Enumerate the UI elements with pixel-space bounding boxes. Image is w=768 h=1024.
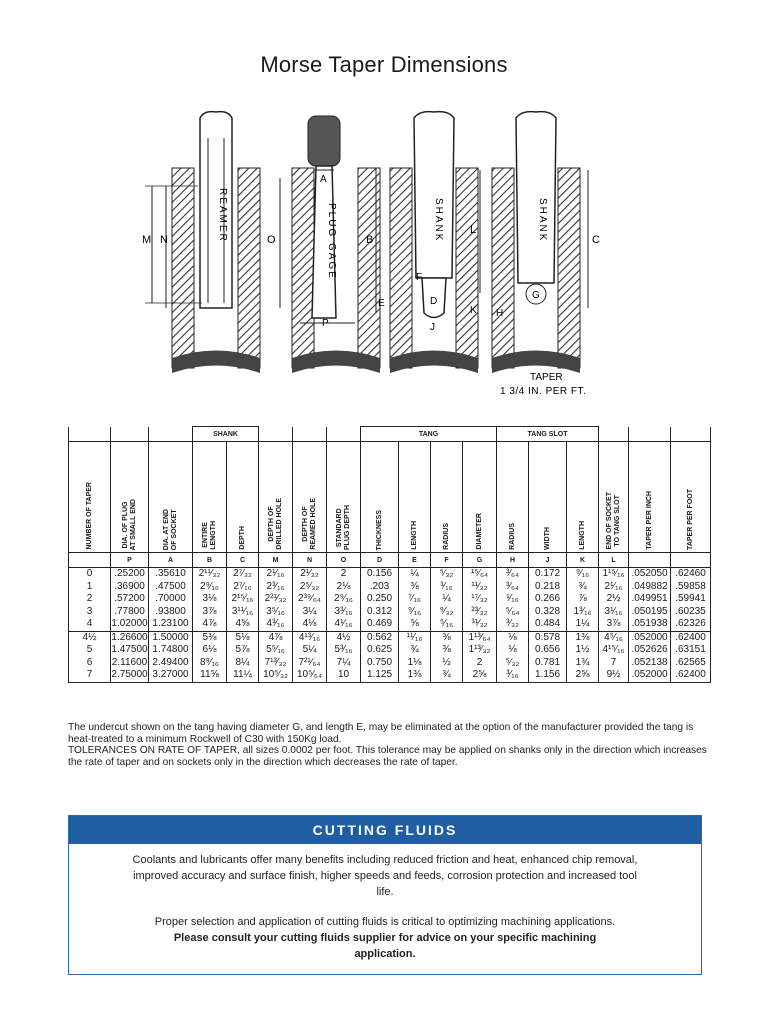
letter-cell: G	[463, 553, 497, 568]
fluids-paragraph-2	[69, 914, 701, 962]
cell-g: 1¹³⁄₆₄ 1¹³⁄₃₂ 2 2⅝	[463, 631, 497, 682]
letter-cell: K	[567, 553, 599, 568]
cell-e: ¹¹⁄₁₆ ¾ 1⅛ 1⅜	[399, 631, 431, 682]
cell-tpi: .052000 .052626 .052138 .052000	[629, 631, 671, 682]
cell-g: ¹⁵⁄₆₄ ¹¹⁄₃₂ ¹⁷⁄₃₂ ²³⁄₃₂ ³¹⁄₃₂	[463, 568, 497, 632]
label-shank-1: SHANK	[433, 198, 444, 243]
header-tpf: TAPER PER FOOT	[671, 442, 711, 553]
label-a: A	[320, 174, 327, 185]
letter-cell: M	[259, 553, 293, 568]
label-e: E	[378, 298, 385, 309]
label-g: G	[532, 290, 540, 301]
cell-j: 0.578 0.656 0.781 1.156	[529, 631, 567, 682]
letter-cell: N	[293, 553, 327, 568]
page-title: Morse Taper Dimensions	[260, 52, 508, 77]
cell-o: 4½ 5³⁄₁₆ 7¼ 10	[327, 631, 361, 682]
label-n: N	[160, 234, 168, 246]
cell-f: ⅜ ⅜ ½ ¾	[431, 631, 463, 682]
cutting-fluids-box	[68, 815, 702, 975]
cell-p: .25200 .36900 .57200 .77800 1.02000	[111, 568, 148, 629]
dimensions-table-wrapper	[68, 426, 706, 683]
cell-tpf: .62400 .63151 .62565 .62400	[671, 631, 711, 682]
cutting-fluids-body	[69, 844, 701, 962]
label-h: H	[496, 308, 504, 319]
header-g: DIAMETER	[463, 442, 497, 553]
cell-h: ³⁄₆₄ ³⁄₆₄ ¹⁄₁₆ ⁵⁄₆₄ ³⁄₃₂	[497, 568, 529, 632]
label-shank-2: SHANK	[537, 198, 548, 243]
letter-cell: P	[111, 553, 149, 568]
label-b: B	[366, 234, 374, 246]
header-b: ENTIRE LENGTH	[193, 442, 227, 553]
cell-d: 0.156 .203 0.250 0.312 0.469	[361, 568, 399, 632]
label-k: K	[470, 305, 477, 316]
notes-section	[68, 722, 708, 768]
header-m: DEPTH OF DRILLED HOLE	[259, 442, 293, 553]
label-p: P	[322, 318, 329, 329]
cell-n: 2¹⁄₃₂ 2⁵⁄₃₂ 2³⁹⁄₆₄ 3¼ 4⅛	[293, 568, 327, 632]
cell-h: ⅛ ⅛ ⁵⁄₃₂ ³⁄₁₆	[497, 631, 529, 682]
reamer-figure	[142, 112, 260, 373]
cell-n: 4¹³⁄₁₆ 5¼ 7²¹⁄₆₄ 10⁵⁄₆₄	[293, 631, 327, 682]
tang-figure	[366, 112, 478, 373]
cell-c: 5⅛ 5⅞ 8¼ 11¼	[227, 631, 259, 682]
header-n: DEPTH OF REAMED HOLE	[293, 442, 327, 553]
group-shank: SHANK	[193, 427, 259, 442]
label-m: M	[142, 234, 152, 246]
letter-cell: L	[599, 553, 629, 568]
header-f: RADIUS	[431, 442, 463, 553]
label-j: J	[430, 322, 435, 333]
label-f: F	[416, 272, 423, 283]
header-h: RADIUS	[497, 442, 529, 553]
header-d: THICKNESS	[361, 442, 399, 553]
data-group-2	[69, 631, 711, 682]
fluids-paragraph-1	[69, 852, 701, 900]
header-c: DEPTH	[227, 442, 259, 553]
label-taper: TAPER	[530, 372, 563, 383]
group-tang: TANG	[361, 427, 497, 442]
letter-cell: D	[361, 553, 399, 568]
header-a: DIA. AT END OF SOCKET	[149, 442, 193, 553]
cell-a: .35610 .47500 .70000 .93800 1.23100	[149, 568, 193, 632]
letter-cell: A	[149, 553, 193, 568]
cell-d: 0.562 0.625 0.750 1.125	[361, 631, 399, 682]
cell-l: 1¹⁵⁄₁₆ 2¹⁄₁₆ 2½ 3¹⁄₁₆ 3⅞	[599, 568, 629, 632]
header-o: STANDARD PLUG DEPTH	[327, 442, 361, 553]
label-l: L	[470, 224, 477, 236]
note-undercut: The undercut shown on the tang having diameter G, and length E, may be eliminated at the option of the manufacturer provided the tang is heat-treated to a minimum Rockwell of C30 with 150Kg load.	[68, 722, 694, 745]
label-reamer: REAMER	[217, 188, 228, 243]
header-num: NUMBER OF TAPER	[69, 442, 111, 553]
letter-cell: H	[497, 553, 529, 568]
label-taper-rate: 1 3/4 IN. PER FT.	[500, 386, 587, 397]
fluids-para2-text: Proper selection and application of cutting fluids is critical to optimizing machining applications.	[154, 916, 616, 928]
cell-m: 2¹⁄₁₆ 2³⁄₁₆ 2²¹⁄₃₂ 3⁵⁄₁₆ 4³⁄₁₆	[259, 568, 293, 632]
cell-num: 4½ 5 6 7	[69, 631, 111, 682]
letter-cell: O	[327, 553, 361, 568]
fluids-para1-text: Coolants and lubricants offer many benefits including reduced friction and heat, enhanced chip removal, improved accuracy and surface finish, higher speeds and feeds, corrosion protection and increased tool life.	[132, 854, 638, 898]
label-d: D	[430, 296, 438, 307]
cell-p: 1.26600 1.47500 2.11600 2.75000	[111, 631, 148, 680]
group-tang-slot: TANG SLOT	[497, 427, 599, 442]
letter-cell: C	[227, 553, 259, 568]
tang-slot-figure	[470, 112, 600, 397]
letter-cell: J	[529, 553, 567, 568]
label-o: O	[267, 234, 276, 246]
cell-b: 5⅜ 6⅛ 8⁹⁄₁₆ 11⅝	[193, 631, 227, 682]
header-tpi: TAPER PER INCH	[629, 442, 671, 553]
cutting-fluids-heading: CUTTING FLUIDS	[69, 816, 701, 844]
cell-k: 1⅜ 1½ 1¾ 2⅝	[567, 631, 599, 682]
header-j: WIDTH	[529, 442, 567, 553]
cell-c: 2⁷⁄₃₂ 2⁷⁄₁₆ 2¹⁵⁄₁₆ 3¹¹⁄₁₆ 4⅝	[227, 568, 259, 632]
letter-row	[69, 553, 711, 568]
cell-j: 0.172 0.218 0.266 0.328 0.484	[529, 568, 567, 632]
note-tolerances: TOLERANCES ON RATE OF TAPER, all sizes 0.0002 per foot. This tolerance may be applied on shanks only in the direction which increases the rate of taper and on sockets only in the direction which decreases the rate of taper.	[68, 745, 707, 768]
cell-tpi: .052050 .049882 .049951 .050195 .051938	[629, 568, 671, 632]
cell-e: ¼ ⅜ ⁷⁄₁₆ ⁹⁄₁₆ ⅝	[399, 568, 431, 632]
letter-cell: E	[399, 553, 431, 568]
data-group-1	[69, 568, 711, 632]
label-plug-gage: PLUG GAGE	[326, 203, 337, 280]
cell-m: 4⅞ 5⁵⁄₁₆ 7¹³⁄₃₂ 10⁵⁄₃₂	[259, 631, 293, 682]
dimensions-table	[68, 426, 711, 683]
header-p: DIA. OF PLUG AT SMALL END	[111, 442, 149, 553]
cell-o: 2 2⅛ 2⁹⁄₁₆ 3³⁄₁₆ 4¹⁄₁₆	[327, 568, 361, 632]
label-c: C	[592, 234, 600, 246]
cell-num: 0 1 2 3 4	[69, 568, 111, 632]
header-e: LENGTH	[399, 442, 431, 553]
letter-cell	[671, 553, 711, 568]
letter-cell: F	[431, 553, 463, 568]
letter-cell	[629, 553, 671, 568]
letter-cell	[69, 553, 111, 568]
cell-a: 1.50000 1.74800 2.49400 3.27000	[149, 631, 193, 682]
cell-tpf: .62460 .59858 .59941 .60235 .62326	[671, 568, 711, 632]
letter-cell: B	[193, 553, 227, 568]
cell-f: ⁵⁄₃₂ ³⁄₁₆ ¼ ⁹⁄₃₂ ⁵⁄₁₆	[431, 568, 463, 632]
morse-taper-diagram	[130, 108, 630, 408]
cell-b: 2¹¹⁄₃₂ 2⁹⁄₁₆ 3⅛ 3⅞ 4⅞	[193, 568, 227, 632]
plug-gage-figure	[267, 116, 380, 373]
fluids-para2-bold: Please consult your cutting fluids supplier for advice on your specific machining application.	[173, 932, 597, 960]
cell-l: 4⁵⁄₁₆ 4¹⁵⁄₁₆ 7 9½	[599, 631, 629, 682]
cell-k: ⁹⁄₁₆ ¾ ⅞ 1³⁄₁₆ 1¼	[567, 568, 599, 632]
header-k: LENGTH	[567, 442, 599, 553]
header-l: END OF SOCKET TO TANG SLOT	[599, 442, 629, 553]
